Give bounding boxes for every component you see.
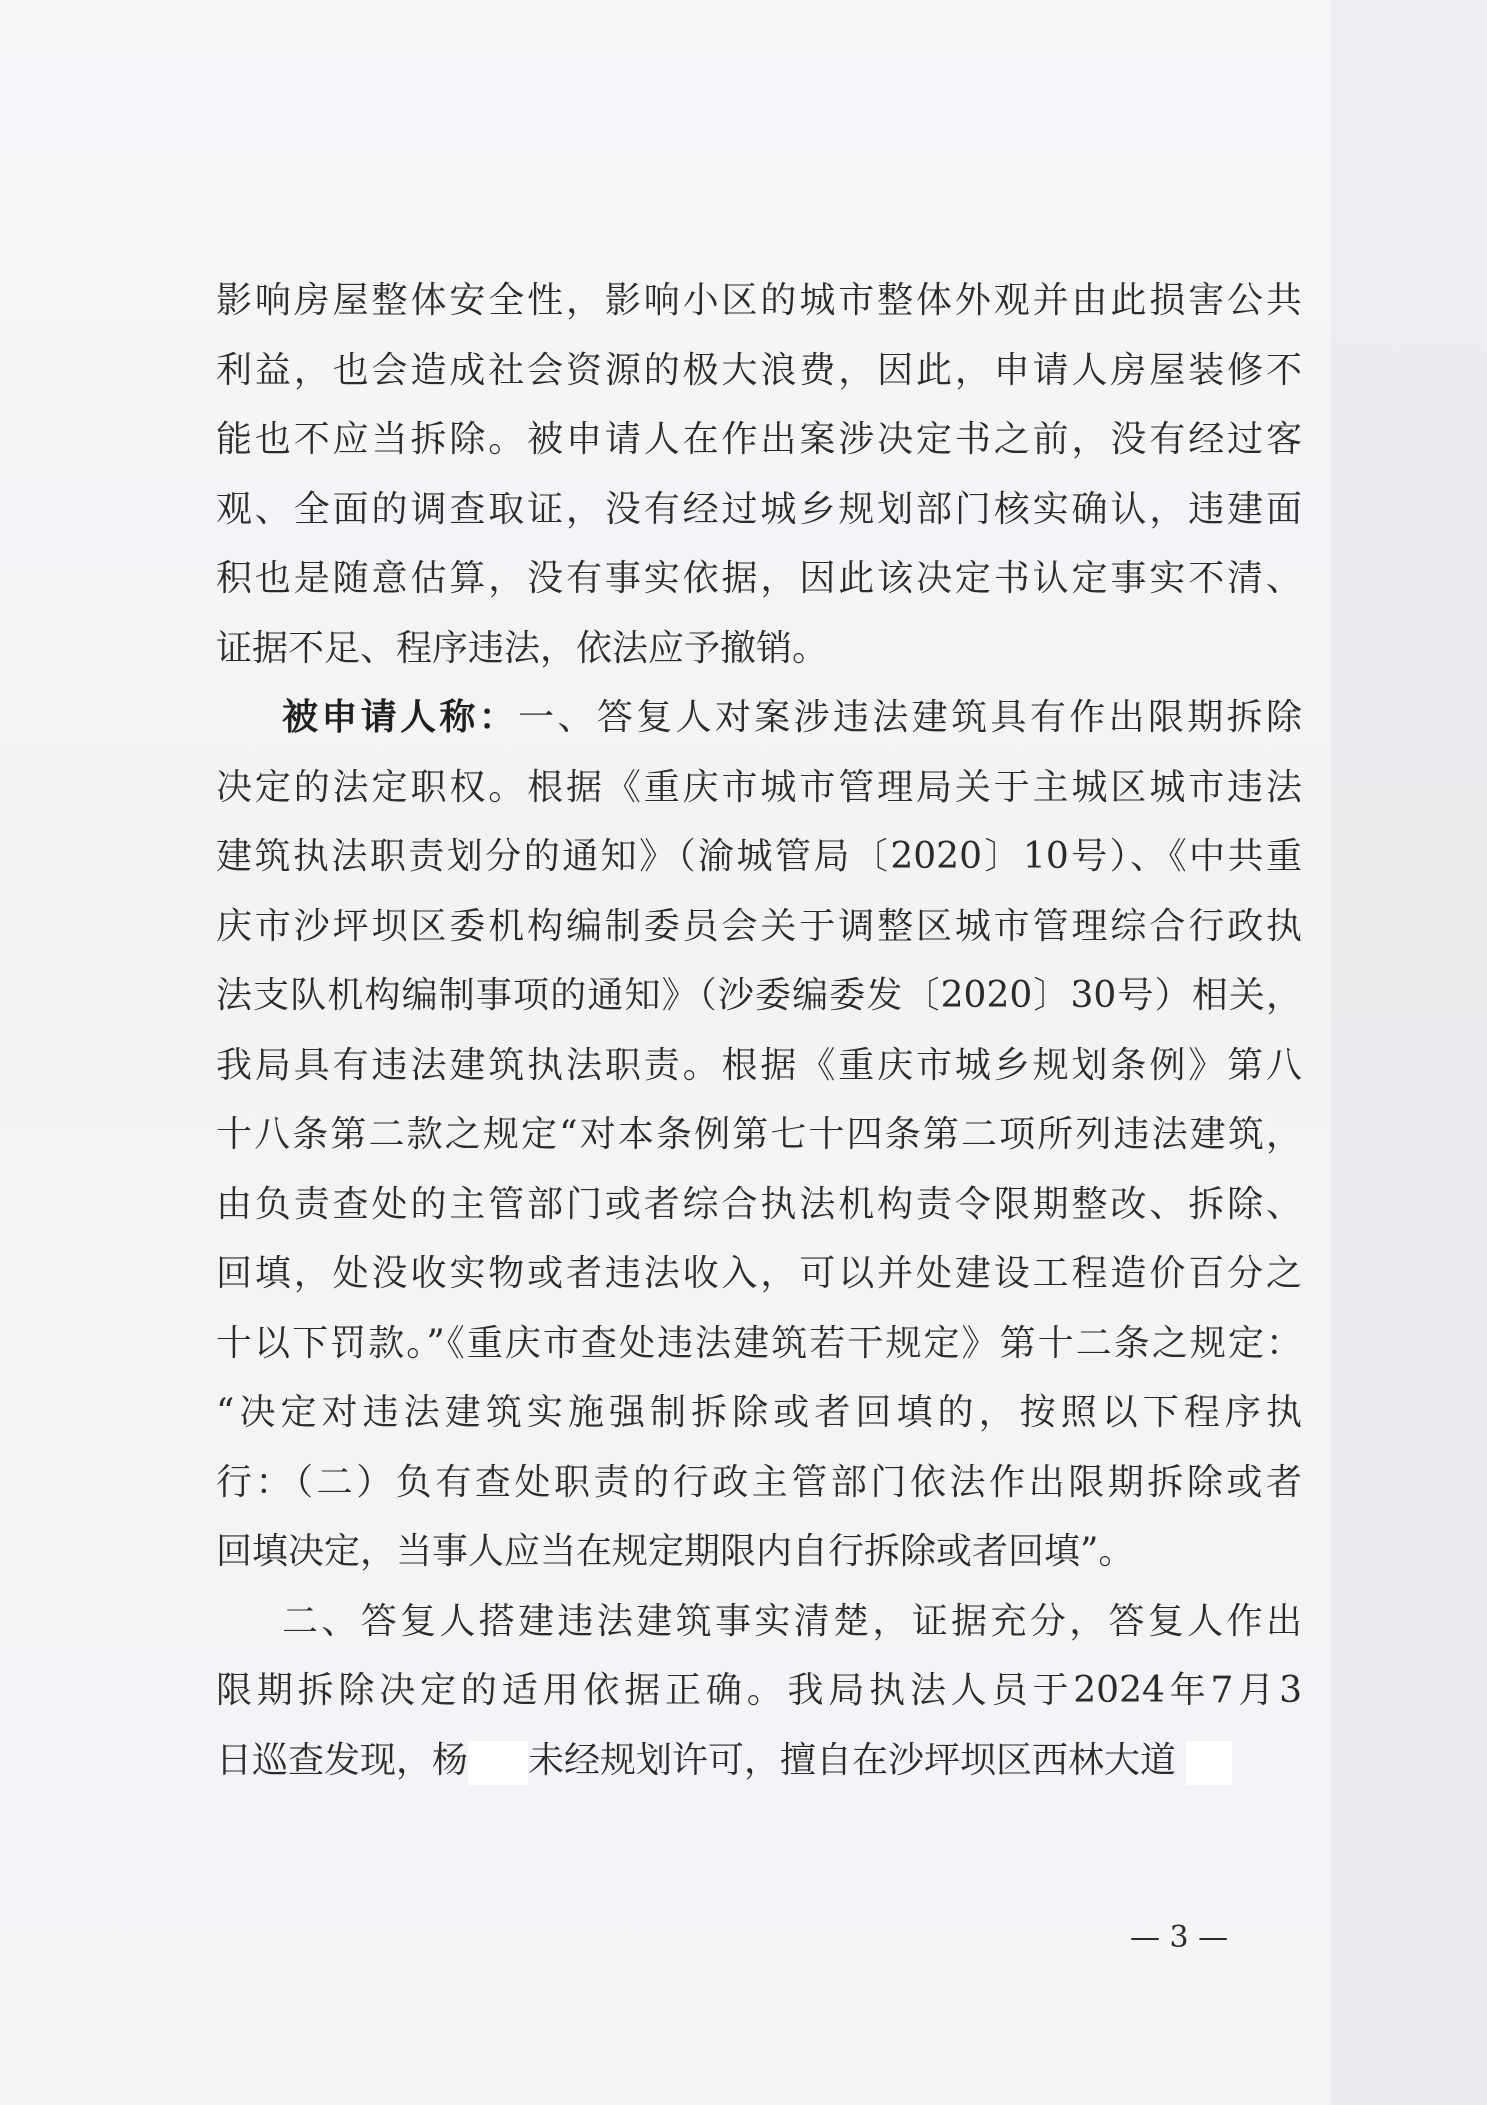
respondent-statement-line bbox=[216, 683, 1302, 753]
redaction-box bbox=[1186, 1741, 1232, 1785]
body-line: 回填决定，当事人应当在规定期限内自行拆除或者回填”。 bbox=[216, 1531, 1135, 1572]
body-line: 回填，处没收实物或者违法收入，可以并处建设工程造价百分之 bbox=[216, 1253, 1302, 1294]
document-body bbox=[216, 266, 1302, 1795]
body-line: 证据不足、程序违法，依法应予撤销。 bbox=[216, 627, 829, 669]
body-line: 建筑执法职责划分的通知》（渝城管局〔2020〕10号）、《中共重 bbox=[216, 836, 1302, 877]
body-line: 庆市沙坪坝区委机构编制委员会关于调整区城市管理综合行政执 bbox=[216, 905, 1302, 947]
body-line-with-redaction bbox=[216, 1726, 1302, 1796]
page-number: — 3 — bbox=[1130, 1920, 1229, 1955]
body-line: 由负责查处的主管部门或者综合执法机构责令限期整改、拆除、 bbox=[216, 1183, 1302, 1225]
body-line: 行：（二）负有查处职责的行政主管部门依法作出限期拆除或者 bbox=[216, 1461, 1302, 1503]
body-line: 积也是随意估算，没有事实依据，因此该决定书认定事实不清、 bbox=[216, 558, 1302, 599]
body-line: 我局具有违法建筑执法职责。根据《重庆市城乡规划条例》第八 bbox=[216, 1044, 1302, 1086]
body-line: 十以下罚款。”《重庆市查处违法建筑若干规定》第十二条之规定： bbox=[216, 1322, 1302, 1364]
body-line: 二、答复人搭建违法建筑事实清楚，证据充分，答复人作出 bbox=[282, 1600, 1302, 1642]
body-line: 十八条第二款之规定“对本条例第七十四条第二项所列违法建筑， bbox=[216, 1114, 1302, 1155]
body-line: 影响房屋整体安全性，影响小区的城市整体外观并由此损害公共 bbox=[216, 280, 1302, 321]
body-line: 利益，也会造成社会资源的极大浪费，因此，申请人房屋装修不 bbox=[216, 349, 1302, 391]
body-line: 决定的法定职权。根据《重庆市城市管理局关于主城区城市违法 bbox=[216, 766, 1302, 808]
redaction-box bbox=[468, 1741, 528, 1785]
body-text-segment: 未经规划许可，擅自在沙坪坝区西林大道 bbox=[528, 1739, 1177, 1781]
scan-shading bbox=[1330, 0, 1487, 2105]
respondent-heading: 被申请人称： bbox=[282, 696, 519, 738]
respondent-lead-text: 一、答复人对案涉违法建筑具有作出限期拆除 bbox=[518, 697, 1302, 738]
body-line: “决定对违法建筑实施强制拆除或者回填的，按照以下程序执 bbox=[216, 1392, 1302, 1433]
body-text-segment: 日巡查发现，杨 bbox=[216, 1739, 469, 1781]
body-line: 限期拆除决定的适用依据正确。我局执法人员于2024年7月3 bbox=[216, 1670, 1302, 1711]
body-line: 法支队机构编制事项的通知》（沙委编委发〔2020〕30号）相关， bbox=[216, 975, 1302, 1016]
body-line: 观、全面的调查取证，没有经过城乡规划部门核实确认，违建面 bbox=[216, 488, 1302, 530]
body-line: 能也不应当拆除。被申请人在作出案涉决定书之前，没有经过客 bbox=[216, 419, 1302, 460]
